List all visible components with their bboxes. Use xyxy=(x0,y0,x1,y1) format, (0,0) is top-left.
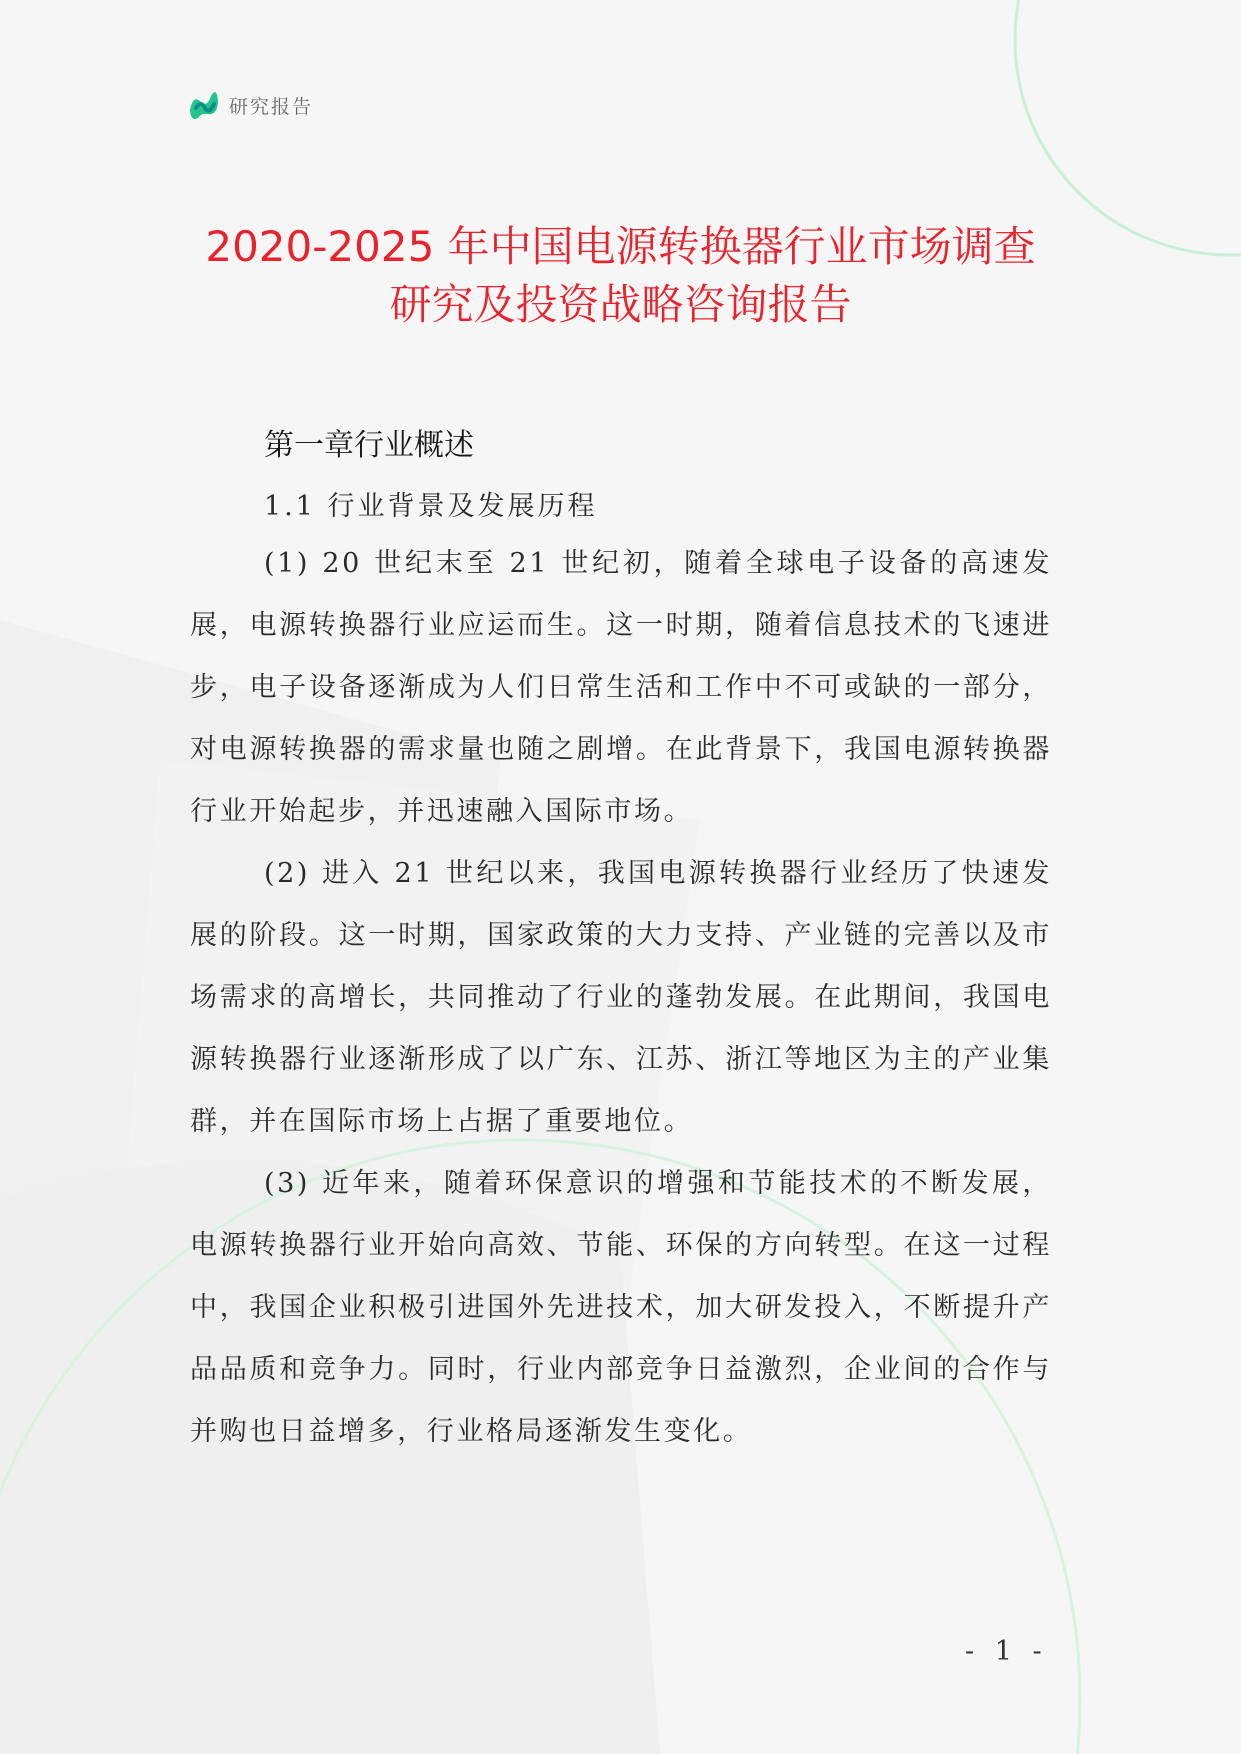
body-text xyxy=(190,533,1052,1463)
chapter-heading: 第一章行业概述 xyxy=(264,428,474,463)
brand-logo-icon xyxy=(187,88,221,122)
report-title-line-1: 2020-2025 年中国电源转换器行业市场调查 xyxy=(205,222,1036,271)
paragraph-3: (3) 近年来，随着环保意识的增强和节能技术的不断发展，电源转换器行业开始向高效、节能、环保的方向转型。在这一过程中，我国企业积极引进国外先进技术，加大研发投入，不断提升产品品质和竞争力。同时，行业内部竞争日益激烈，企业间的合作与并购也日益增多，行业格局逐渐发生变化。 xyxy=(190,1168,1052,1447)
paragraph-1: (1) 20 世纪末至 21 世纪初，随着全球电子设备的高速发展，电源转换器行业应运而生。这一时期，随着信息技术的飞速进步，电子设备逐渐成为人们日常生活和工作中不可或缺的一部分，对电源转换器的需求量也随之剧增。在此背景下，我国电源转换器行业开始起步，并迅速融入国际市场。 xyxy=(190,548,1052,827)
paragraph-2: (2) 进入 21 世纪以来，我国电源转换器行业经历了快速发展的阶段。这一时期，国家政策的大力支持、产业链的完善以及市场需求的高增长，共同推动了行业的蓬勃发展。在此期间，我国电源转换器行业逐渐形成了以广东、江苏、浙江等地区为主的产业集群，并在国际市场上占据了重要地位。 xyxy=(190,858,1052,1137)
page-number: - 1 - xyxy=(965,1636,1048,1667)
brand-text: 研究报告 xyxy=(229,95,314,118)
report-title-line-2: 研究及投资战略咨询报告 xyxy=(389,280,852,329)
report-title xyxy=(150,218,1091,334)
section-heading: 1.1 行业背景及发展历程 xyxy=(264,491,598,522)
brand-header xyxy=(187,88,313,122)
